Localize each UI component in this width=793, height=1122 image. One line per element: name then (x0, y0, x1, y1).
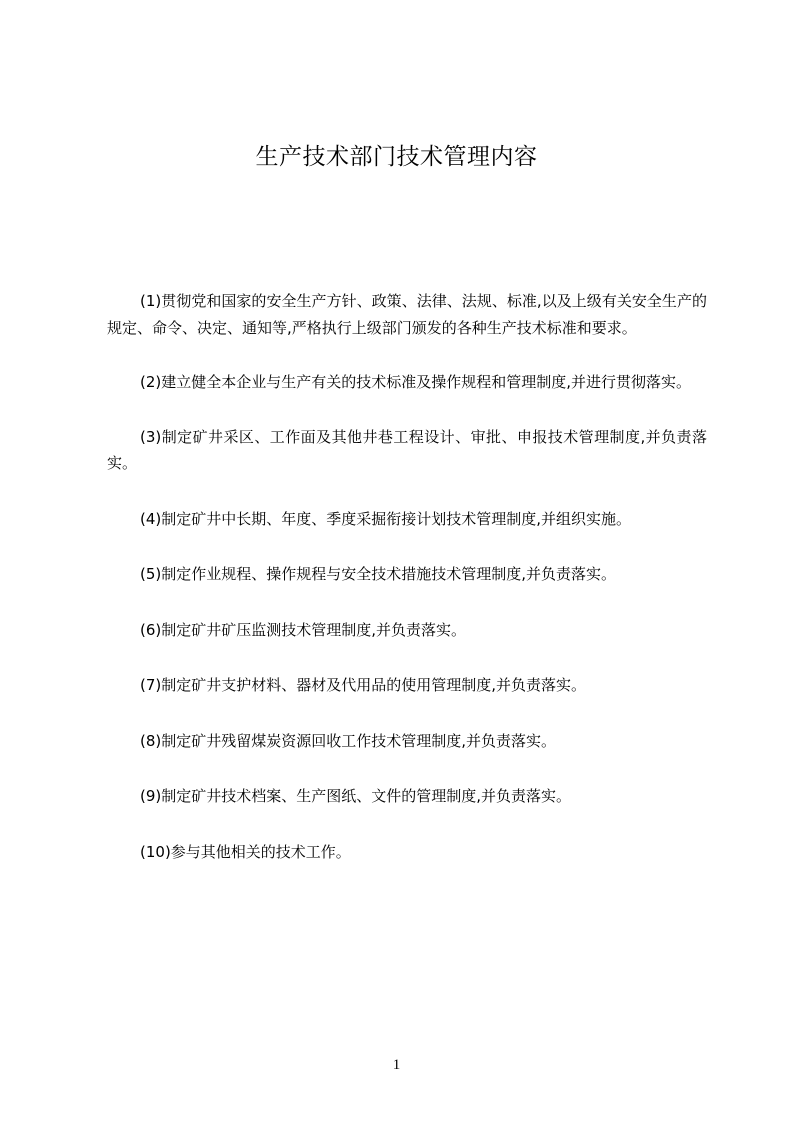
paragraph-7: (7)制定矿井支护材料、器材及代用品的使用管理制度,并负责落实。 (140, 676, 587, 694)
paragraph-5: (5)制定作业规程、操作规程与安全技术措施技术管理制度,并负责落实。 (140, 565, 617, 583)
paragraph-8: (8)制定矿井残留煤炭资源回收工作技术管理制度,并负责落实。 (140, 731, 557, 750)
paragraph-10: (10)参与其他相关的技术工作。 (140, 842, 351, 861)
paragraph-6: (6)制定矿井矿压监测技术管理制度,并负责落实。 (140, 620, 467, 639)
paragraph-9: (9)制定矿井技术档案、生产图纸、文件的管理制度,并负责落实。 (140, 787, 572, 805)
page-number: 1 (392, 1057, 401, 1073)
paragraph-4: (4)制定矿井中长期、年度、季度采掘衔接计划技术管理制度,并组织实施。 (140, 509, 632, 528)
document-body (107, 288, 707, 865)
paragraph-3: (3)制定矿井采区、工作面及其他井巷工程设计、审批、申报技术管理制度,并负责落实。 (107, 427, 707, 472)
paragraph-2: (2)建立健全本企业与生产有关的技术标准及操作规程和管理制度,并进行贯彻落实。 (140, 373, 692, 391)
page-title: 生产技术部门技术管理内容 (255, 144, 538, 170)
paragraph-1: (1)贯彻党和国家的安全生产方针、政策、法律、法规、标准,以及上级有关安全生产的规定、命令、决定、通知等,严格执行上级部门颁发的各种生产技术标准和要求。 (107, 292, 707, 337)
